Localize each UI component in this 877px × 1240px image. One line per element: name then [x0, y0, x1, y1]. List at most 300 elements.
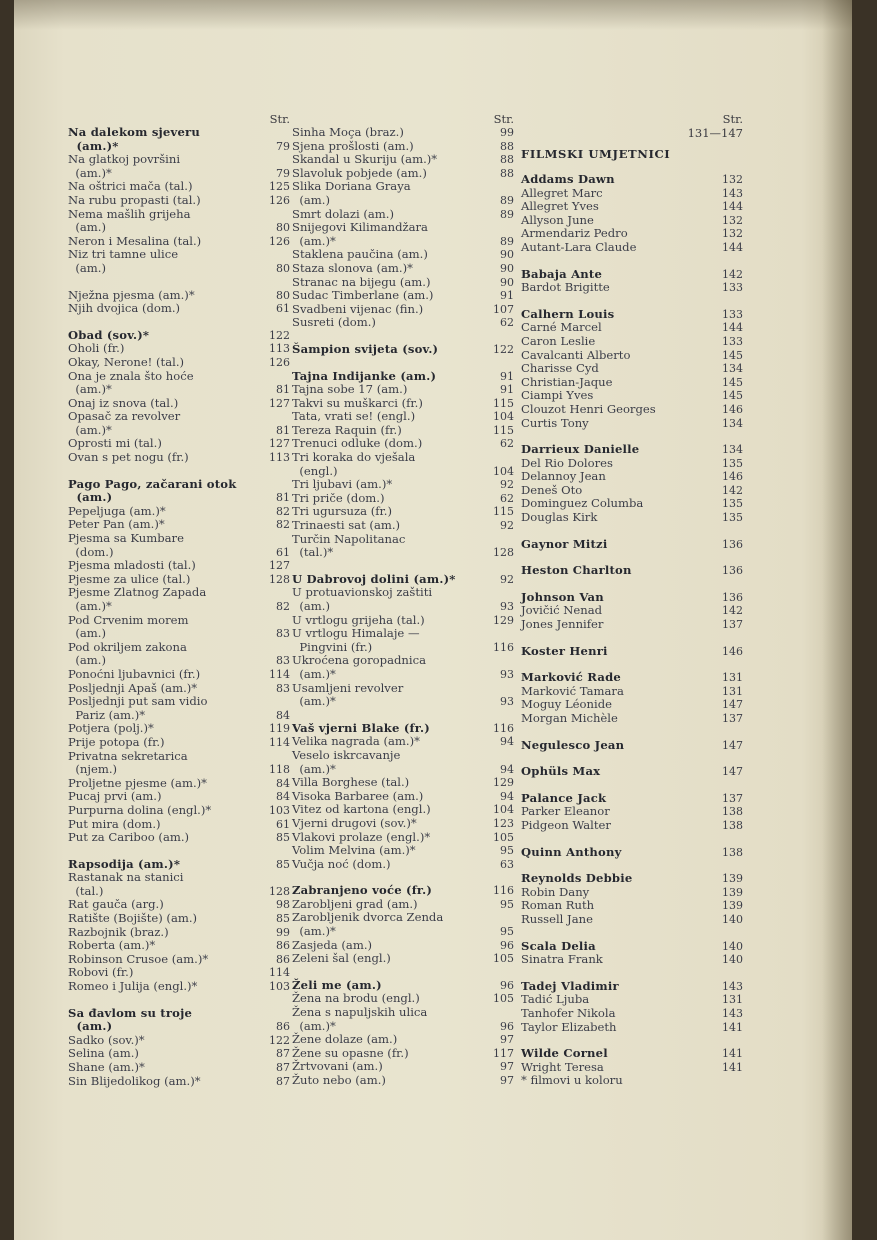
entry-page-number: 79 — [276, 166, 290, 180]
entry-page-number: 107 — [493, 302, 514, 316]
entry-page-number: 142 — [722, 604, 743, 618]
page-top-shadow — [14, 0, 852, 30]
index-entry — [292, 939, 514, 953]
index-entry — [521, 805, 743, 819]
index-entry — [292, 654, 514, 681]
entry-title: Žena na brodu (engl.) — [292, 991, 420, 1006]
index-entry — [521, 591, 743, 605]
index-entry — [292, 505, 514, 519]
index-entry — [292, 180, 514, 207]
entry-page-number: 93 — [500, 695, 514, 709]
entry-title: * filmovi u koloru — [521, 1073, 623, 1088]
entry-title: Villa Borghese (tal.) — [292, 775, 410, 790]
index-entry — [521, 321, 743, 335]
index-entry — [292, 979, 514, 993]
index-entry — [68, 736, 290, 750]
index-entry — [521, 497, 743, 511]
index-entry — [292, 397, 514, 411]
index-entry — [68, 478, 290, 505]
entry-title: Usamljeni revolver (am.)* — [292, 680, 404, 709]
entry-page-number: 143 — [722, 1006, 743, 1020]
entry-page-number: 103 — [269, 803, 290, 817]
entry-title: Addams Dawn — [521, 172, 615, 186]
index-entry — [521, 443, 743, 457]
entry-page-number: 86 — [276, 952, 290, 966]
entry-page-number: 134 — [722, 416, 743, 430]
entry-title: Robinson Crusoe (am.)* — [68, 951, 209, 966]
index-column-2 — [292, 112, 514, 1088]
index-entry — [292, 749, 514, 776]
entry-title: Slika Doriana Graya (am.) — [292, 179, 411, 207]
entry-title: Gaynor Mitzi — [521, 536, 608, 551]
index-entry — [292, 316, 514, 330]
entry-title: Jones Jennifer — [521, 617, 604, 632]
entry-page-number: 131 — [722, 993, 743, 1007]
entry-title: Tereza Raquin (fr.) — [292, 422, 402, 437]
index-entry — [521, 913, 743, 927]
entry-page-number: 87 — [276, 1047, 290, 1061]
entry-title: Del Rio Dolores — [521, 455, 613, 470]
index-entry — [521, 538, 743, 552]
entry-page-number: 142 — [722, 483, 743, 497]
index-entry — [521, 187, 743, 201]
entry-title: Na dalekom sjeveru (am.)* — [68, 125, 200, 153]
entry-page-number: 91 — [500, 369, 514, 383]
entry-title: Žena s napuljskih ulica (am.)* — [292, 1005, 428, 1033]
entry-title: Tajna sobe 17 (am.) — [292, 382, 408, 397]
entry-title: Johnson Van — [521, 589, 604, 604]
entry-title: Pucaj prvi (am.) — [68, 789, 162, 804]
entry-title: Volim Melvina (am.)* — [292, 843, 416, 858]
entry-page-number: 145 — [722, 348, 743, 362]
entry-page-number: 127 — [269, 396, 290, 410]
entry-page-number: 105 — [493, 830, 514, 844]
entry-title: Ponoćni ljubavnici (fr.) — [68, 666, 201, 681]
index-entry — [68, 831, 290, 845]
index-entry — [68, 342, 290, 356]
index-entry — [68, 750, 290, 777]
group-gap — [521, 927, 743, 940]
entry-title: Vitez od kartona (engl.) — [292, 802, 431, 817]
entry-page-number: 61 — [276, 545, 290, 559]
index-entry — [68, 302, 290, 316]
entry-title: Takvi su muškarci (fr.) — [292, 395, 423, 410]
index-entry — [292, 776, 514, 790]
entry-page-number: 85 — [276, 831, 290, 845]
index-entry — [68, 451, 290, 465]
entry-page-number: 95 — [500, 925, 514, 939]
index-entry — [521, 403, 743, 417]
entry-title: Sin Blijedolikog (am.)* — [68, 1073, 201, 1088]
entry-page-number: 82 — [276, 518, 290, 532]
index-entry — [68, 818, 290, 832]
entry-title: Negulesco Jean — [521, 737, 625, 752]
entry-page-number: 128 — [493, 546, 514, 560]
entry-list — [292, 126, 514, 1088]
entry-title: Na rubu propasti (tal.) — [68, 192, 201, 207]
entry-title: U Dabrovoj dolini (am.)* — [292, 571, 456, 586]
page-header-str: Str. — [269, 112, 290, 126]
group-gap — [292, 357, 514, 370]
page-header-str: Str. — [722, 112, 743, 126]
entry-title: Opasač za revolver (am.)* — [68, 409, 181, 437]
entry-title: Vlakovi prolaze (engl.)* — [292, 829, 431, 844]
entry-page-number: 133 — [722, 334, 743, 348]
entry-page-number: 129 — [493, 776, 514, 790]
entry-title: Robin Dany — [521, 884, 590, 899]
index-entry — [292, 248, 514, 262]
entry-page-number: 84 — [276, 708, 290, 722]
entry-title: Deneš Oto — [521, 482, 583, 497]
entry-page-number: 87 — [276, 1061, 290, 1074]
group-gap — [521, 833, 743, 846]
group-gap — [292, 966, 514, 979]
group-gap — [521, 578, 743, 591]
entry-title: Šampion svijeta (sov.) — [292, 341, 439, 356]
entry-page-number: 140 — [722, 953, 743, 967]
entry-page-number: 114 — [269, 735, 290, 749]
index-entry — [292, 817, 514, 831]
entry-page-number: 86 — [276, 1020, 290, 1034]
index-entry — [68, 356, 290, 370]
index-entry — [68, 586, 290, 613]
entry-title: Clouzot Henri Georges — [521, 401, 656, 416]
entry-title: Na oštrici mača (tal.) — [68, 179, 193, 194]
entry-title: Proljetne pjesme (am.)* — [68, 775, 207, 790]
entry-title: Tanhofer Nikola — [521, 1005, 616, 1020]
index-entry — [292, 884, 514, 898]
index-entry — [68, 1061, 290, 1075]
index-entry — [292, 140, 514, 154]
index-entry — [521, 980, 743, 994]
entry-page-number: 146 — [722, 470, 743, 484]
index-entry — [292, 343, 514, 357]
entry-page-number: 94 — [500, 735, 514, 749]
group-gap — [68, 845, 290, 858]
entry-title: Razbojnik (braz.) — [68, 924, 169, 939]
entry-title: Neron i Mesalina (tal.) — [68, 233, 202, 248]
entry-page-number: 116 — [493, 884, 514, 898]
entry-title: Reynolds Debbie — [521, 871, 633, 886]
entry-title: Christian-Jaque — [521, 374, 613, 389]
entry-title: Staza slonova (am.)* — [292, 260, 413, 275]
entry-page-number: 85 — [276, 912, 290, 926]
entry-title: Rat gauča (arg.) — [68, 897, 164, 912]
index-entry — [292, 858, 514, 872]
entry-title: Rapsodija (am.)* — [68, 856, 181, 871]
entry-title: Ratište (Bojište) (am.) — [68, 911, 198, 926]
entry-page-number: 133 — [722, 281, 743, 295]
entry-title: Sjena prošlosti (am.) — [292, 138, 414, 153]
index-entry — [521, 389, 743, 403]
index-entry — [292, 533, 514, 560]
entry-title: Nježna pjesma (am.)* — [68, 287, 195, 302]
entry-page-number: 145 — [722, 375, 743, 389]
entry-page-number: 115 — [493, 505, 514, 519]
entry-title: Potjera (polj.)* — [68, 721, 154, 736]
entry-title: Velika nagrada (am.)* — [292, 734, 420, 749]
entry-title: Želi me (am.) — [292, 977, 382, 992]
index-entry — [68, 573, 290, 587]
index-entry — [521, 1021, 743, 1035]
entry-page-number: 83 — [276, 681, 290, 695]
index-entry — [292, 614, 514, 628]
index-entry — [521, 618, 743, 632]
index-entry — [292, 478, 514, 492]
entry-title: Scala Delia — [521, 938, 596, 953]
group-gap — [521, 295, 743, 308]
index-entry — [68, 410, 290, 437]
entry-title: Pago Pago, začarani otok (am.) — [68, 476, 237, 505]
entry-page-number: 144 — [722, 240, 743, 254]
entry-title: Svadbeni vijenac (fin.) — [292, 301, 424, 316]
entry-title: Peter Pan (am.)* — [68, 517, 165, 532]
entry-title: Na glatkoj površini (am.)* — [68, 152, 181, 180]
entry-page-number: 134 — [722, 362, 743, 376]
entry-page-number: 92 — [500, 519, 514, 533]
entry-page-number: 79 — [276, 139, 290, 153]
entry-page-number: 135 — [722, 497, 743, 511]
entry-page-number: 94 — [500, 762, 514, 776]
entry-title: Marković Rade — [521, 670, 621, 685]
entry-list — [68, 126, 290, 1088]
entry-page-number: 115 — [493, 423, 514, 437]
entry-title: Žrtvovani (am.) — [292, 1059, 383, 1074]
entry-page-number: 97 — [500, 1060, 514, 1074]
page-header-str: Str. — [493, 112, 514, 126]
index-entry — [68, 180, 290, 194]
entry-title: Susreti (dom.) — [292, 315, 376, 330]
group-gap — [521, 525, 743, 538]
index-entry — [68, 668, 290, 682]
entry-title: Zabranjeno voće (fr.) — [292, 883, 433, 898]
entry-page-number: 97 — [500, 1074, 514, 1087]
entry-page-number: 99 — [276, 925, 290, 939]
entry-title: Tri ljubavi (am.)* — [292, 477, 393, 492]
entry-title: Ophüls Max — [521, 764, 601, 779]
index-entry — [521, 792, 743, 806]
index-entry — [521, 417, 743, 431]
index-entry — [292, 276, 514, 290]
entry-page-number: 142 — [722, 267, 743, 281]
entry-title: Calhern Louis — [521, 306, 615, 321]
group-gap — [68, 276, 290, 289]
index-entry — [68, 953, 290, 967]
entry-title: Pepeljuga (am.)* — [68, 503, 166, 518]
entry-page-number: 104 — [493, 803, 514, 817]
index-entry — [521, 214, 743, 228]
index-entry — [292, 153, 514, 167]
entry-title: Vučja noć (dom.) — [292, 856, 391, 871]
entry-page-number: 136 — [722, 590, 743, 604]
entry-page-number: 114 — [269, 966, 290, 980]
entry-page-number: 139 — [722, 885, 743, 899]
index-entry — [68, 980, 290, 994]
entry-title: Žene su opasne (fr.) — [292, 1045, 409, 1060]
entry-page-number: 131 — [722, 671, 743, 685]
entry-page-number: 91 — [500, 289, 514, 303]
index-entry — [292, 586, 514, 613]
entry-title: Zasjeda (am.) — [292, 937, 373, 952]
entry-title: Cavalcanti Alberto — [521, 347, 631, 362]
entry-title: Heston Charlton — [521, 563, 632, 578]
index-entry — [292, 289, 514, 303]
entry-page-number: 143 — [722, 979, 743, 993]
group-gap — [292, 560, 514, 573]
index-entry — [521, 698, 743, 712]
entry-title: Marković Tamara — [521, 683, 624, 698]
entry-page-number: 126 — [269, 355, 290, 369]
group-gap — [521, 632, 743, 645]
index-entry — [521, 173, 743, 187]
entry-page-number: 139 — [722, 899, 743, 913]
entry-page-number: 92 — [500, 478, 514, 492]
entry-page-number: 113 — [269, 451, 290, 465]
entry-page-number: 61 — [276, 817, 290, 831]
entry-page-number: 147 — [722, 698, 743, 712]
entry-title: Darrieux Danielle — [521, 442, 640, 457]
index-entry — [521, 846, 743, 860]
entry-title: Parker Eleanor — [521, 804, 610, 819]
entry-page-number: 146 — [722, 402, 743, 416]
index-entry — [521, 953, 743, 967]
entry-page-number: 141 — [722, 1020, 743, 1034]
entry-page-number: 96 — [500, 938, 514, 952]
index-entry — [292, 1006, 514, 1033]
entry-page-number: 85 — [276, 857, 290, 871]
entry-page-number: 105 — [493, 992, 514, 1006]
entry-page-number: 81 — [276, 423, 290, 437]
entry-title: Delannoy Jean — [521, 469, 606, 484]
page-range: 131—147 — [687, 126, 743, 140]
entry-title: Romeo i Julija (engl.)* — [68, 979, 198, 994]
entry-title: Oprosti mi (tal.) — [68, 436, 162, 451]
entry-page-number: 126 — [269, 193, 290, 207]
index-entry — [68, 532, 290, 559]
entry-page-number: 137 — [722, 618, 743, 632]
entry-title: Pidgeon Walter — [521, 817, 611, 832]
entry-title: Okay, Nerone! (tal.) — [68, 354, 185, 369]
entry-title: Tadej Vladimir — [521, 978, 619, 993]
entry-title: Sa đavlom su troje (am.) — [68, 1005, 193, 1034]
entry-page-number: 127 — [269, 437, 290, 451]
index-entry — [68, 194, 290, 208]
entry-title: Njih dvojica (dom.) — [68, 301, 181, 316]
entry-title: Pod Crvenim morem (am.) — [68, 612, 189, 641]
entry-title: Oholi (fr.) — [68, 341, 125, 356]
index-entry — [68, 505, 290, 519]
index-entry — [292, 167, 514, 181]
index-entry — [521, 376, 743, 390]
entry-title: Rastanak na stanici (tal.) — [68, 870, 184, 898]
index-entry — [68, 682, 290, 696]
entry-title: Put mira (dom.) — [68, 816, 161, 831]
entry-title: U vrtlogu grijeha (tal.) — [292, 612, 425, 627]
index-entry — [68, 790, 290, 804]
entry-title: Staklena paučina (am.) — [292, 247, 428, 262]
index-entry — [68, 804, 290, 818]
entry-title: U protuavionskoj zaštiti (am.) — [292, 585, 433, 613]
entry-title: Douglas Kirk — [521, 510, 598, 525]
entry-page-number: 94 — [500, 789, 514, 803]
entry-page-number: 132 — [722, 213, 743, 227]
entry-title: Tri priče (dom.) — [292, 490, 385, 505]
entry-title: Put za Cariboo (am.) — [68, 830, 190, 845]
entry-page-number: 61 — [276, 302, 290, 316]
index-entry — [521, 484, 743, 498]
entry-title: Moguy Léonide — [521, 697, 612, 712]
entry-title: Zarobljenik dvorca Zenda (am.)* — [292, 910, 444, 939]
entry-title: Pjesma sa Kumbare (dom.) — [68, 531, 184, 559]
index-column-1 — [68, 112, 290, 1088]
entry-title: Allegret Yves — [521, 199, 599, 214]
entry-page-number: 88 — [500, 153, 514, 167]
entry-title: Selina (am.) — [68, 1046, 139, 1061]
index-entry — [521, 1074, 743, 1088]
entry-title: Russell Jane — [521, 911, 593, 926]
index-entry — [292, 519, 514, 533]
index-entry — [68, 559, 290, 573]
entry-title: Allegret Marc — [521, 185, 603, 200]
entry-title: Niz tri tamne ulice (am.) — [68, 247, 179, 275]
entry-page-number: 128 — [269, 884, 290, 898]
entry-page-number: 137 — [722, 791, 743, 805]
entry-page-number: 95 — [500, 897, 514, 911]
index-entry — [292, 1033, 514, 1047]
entry-title: Zeleni šal (engl.) — [292, 951, 391, 966]
entry-title: Pjesme za ulice (tal.) — [68, 571, 191, 586]
entry-page-number: 119 — [269, 722, 290, 736]
entry-page-number: 81 — [276, 383, 290, 397]
index-entry — [521, 457, 743, 471]
index-entry — [68, 153, 290, 180]
index-entry — [521, 886, 743, 900]
entry-page-number: 93 — [500, 667, 514, 681]
entry-title: U vrtlogu Himalaje — Pingvini (fr.) — [292, 626, 420, 654]
entry-page-number: 113 — [269, 342, 290, 356]
index-entry — [292, 627, 514, 654]
index-entry — [521, 308, 743, 322]
index-entry — [292, 911, 514, 938]
entry-page-number: 143 — [722, 186, 743, 200]
entry-page-number: 132 — [722, 227, 743, 241]
entry-title: Taylor Elizabeth — [521, 1019, 617, 1034]
entry-title: Tri koraka do vješala (engl.) — [292, 450, 416, 478]
entry-page-number: 115 — [493, 396, 514, 410]
entry-page-number: 141 — [722, 1047, 743, 1061]
entry-page-number: 123 — [493, 816, 514, 830]
index-entry — [292, 303, 514, 317]
entry-title: Žene dolaze (am.) — [292, 1032, 398, 1047]
entry-list — [521, 173, 743, 1088]
entry-title: Robovi (fr.) — [68, 965, 134, 980]
entry-title: Sinha Moça (braz.) — [292, 125, 404, 139]
entry-title: Ovan s pet nogu (fr.) — [68, 450, 189, 465]
index-entry — [292, 952, 514, 966]
entry-title: Pjesme Zlatnog Zapada (am.)* — [68, 585, 207, 613]
index-entry — [292, 492, 514, 506]
index-entry — [521, 1007, 743, 1021]
entry-page-number: 81 — [276, 491, 290, 505]
index-entry — [521, 335, 743, 349]
index-entry — [68, 208, 290, 235]
entry-title: Wright Teresa — [521, 1059, 604, 1074]
index-entry — [68, 248, 290, 275]
index-entry — [68, 235, 290, 249]
entry-page-number: 144 — [722, 200, 743, 214]
entry-page-number: 138 — [722, 805, 743, 819]
entry-title: Smrt dolazi (am.) — [292, 206, 394, 221]
